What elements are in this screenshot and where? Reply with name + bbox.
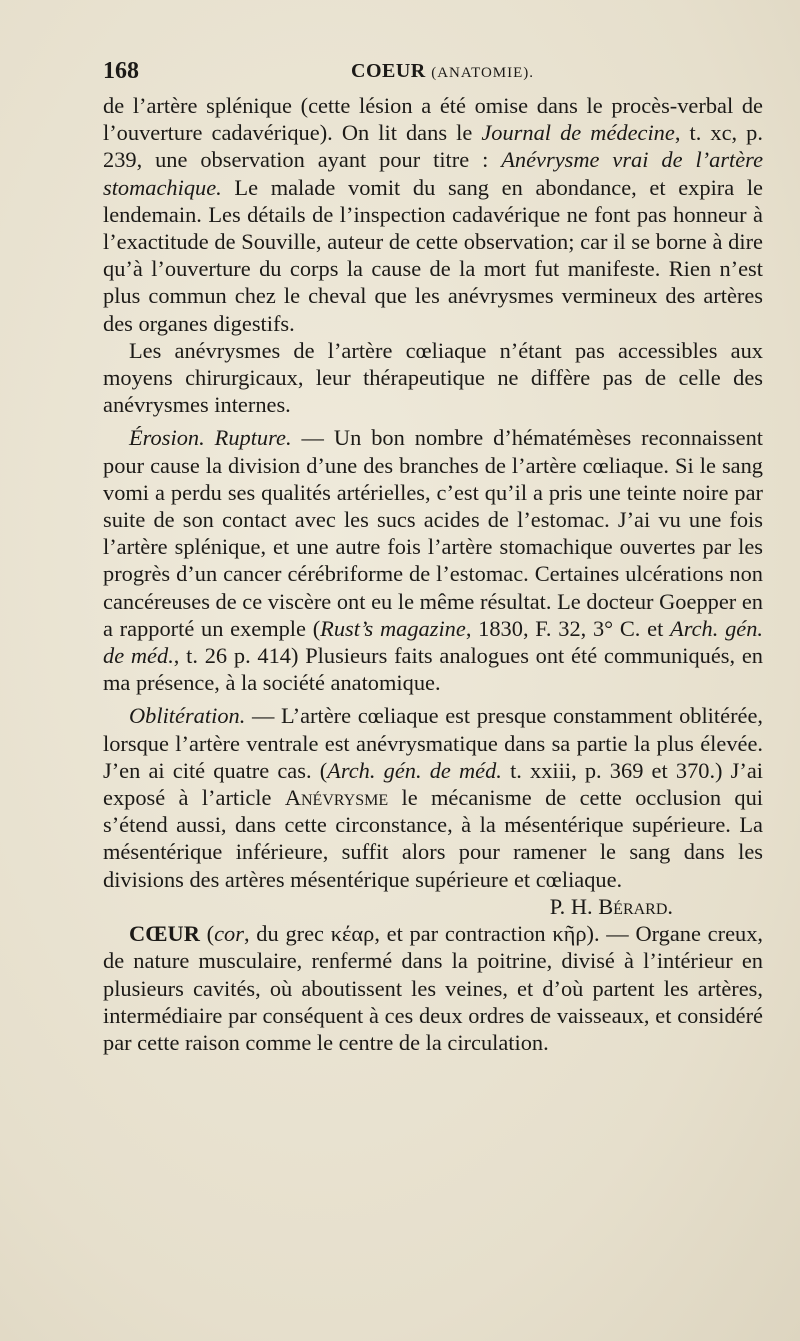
page-number: 168: [103, 58, 139, 84]
citation-title: Arch. gén. de méd.: [103, 615, 763, 669]
paragraph-obliteration: [103, 702, 763, 892]
observation-title: Anévrysme vrai de l’artère stomachique.: [103, 147, 764, 200]
text-run: de l’artère splénique (cette lésion a été omise dans le procès-verbal de l’ouverture cadavérique). On lit dans le: [103, 93, 763, 146]
latin-term: cor: [214, 921, 244, 947]
greek-term: κέαρ: [330, 921, 375, 947]
text-run: , t. xc, p. 239, une observation ayant pour titre :: [103, 120, 763, 173]
text-run: le mécanisme de cette occlusion qui s’étend aussi, dans cette circonstance, à la mésentérique supérieure. La mésentérique inférieure, suffit alors pour ramener le sang dans les divisions des artères mésentérique supérieure et cœliaque.: [103, 785, 763, 892]
text-run: — L’artère cœliaque est presque constamment oblitérée, lorsque l’artère ventrale est anévrysmatique dans sa partie la plus élevée. J’en ai cité quatre cas. (: [103, 703, 763, 783]
page-header: [103, 58, 763, 92]
citation-title: Rust’s magazine: [320, 615, 466, 641]
text-run: , 1830, F. 32, 3° C. et: [465, 615, 671, 641]
paragraph-aneurysm-continued: [103, 92, 763, 337]
paragraph-erosion: [103, 424, 763, 696]
section-heading-obliteration: Oblitération.: [129, 703, 246, 729]
citation-title: Arch. gén. de méd.: [327, 757, 502, 783]
text-run: — Un bon nombre d’hématémèses reconnaissent pour cause la division d’une des branches de l’artère cœliaque. Si le sang vomi a perdu ses qualités artérielles, c’est qu’il a pris une teinte noire par suite de son contact avec les sucs acides de l’estomac. J’ai vu une fois l’artère splénique, et une autre fois l’artère stomachique ouvertes par les progrès d’un cancer cérébriforme de l’estomac. Certaines ulcérations non cancéreuses de ce viscère ont eu le même résultat. Le docteur Goepper en a rapporté un exemple (: [103, 425, 763, 641]
text-run: Le malade vomit du sang en abondance, et expira le lendemain. Les détails de l’inspection cadavérique ne font pas honneur à l’exactitude de Souville, auteur de cette observation; car il se borne à dire qu’à l’ouverture du corps la cause de la mort fut manifeste. Rien n’est plus commun chez le cheval que les anévrysmes vermineux des artères des organes digestifs.: [103, 174, 763, 336]
text-run: t. xxiii, p. 369 et 370.) J’ai exposé à l’article: [103, 757, 763, 811]
running-title: [351, 60, 534, 83]
running-title-main: COEUR: [351, 60, 426, 82]
text-run: ). — Organe creux, de nature musculaire, renfermé dans la poitrine, divisé à l’intérieur en plusieurs cavités, où aboutissent les veines, et d’où partent les artères, intermédiaire par conséquent à ces deux ordres de vaisseaux, et considéré par cette raison comme le centre de la circulation.: [103, 921, 763, 1055]
text-run: (: [199, 921, 215, 947]
entry-headword: CŒUR: [129, 921, 200, 947]
cross-reference: Anévrysme: [284, 785, 389, 811]
text-run: , t. 26 p. 414) Plusieurs faits analogues ont été communiqués, en ma présence, à la société anatomique.: [103, 643, 763, 696]
journal-title: Journal de médecine: [481, 120, 675, 146]
text-run: , et par contraction: [374, 921, 553, 947]
paragraph-therapeutics: Les anévrysmes de l’artère cœliaque n’étant pas accessibles aux moyens chirurgicaux, leur thérapeutique ne diffère pas de celle des anévrysmes internes.: [103, 337, 763, 418]
paragraph-coeur-entry: [103, 920, 763, 1056]
section-heading-erosion: Érosion. Rupture.: [129, 425, 292, 451]
body-text: [103, 92, 763, 1056]
running-title-sub: (ANATOMIE).: [431, 65, 535, 81]
author-signature: P. H. Bérard.: [549, 893, 673, 919]
greek-term: κῆρ: [552, 921, 587, 947]
text-run: , du grec: [243, 921, 331, 947]
